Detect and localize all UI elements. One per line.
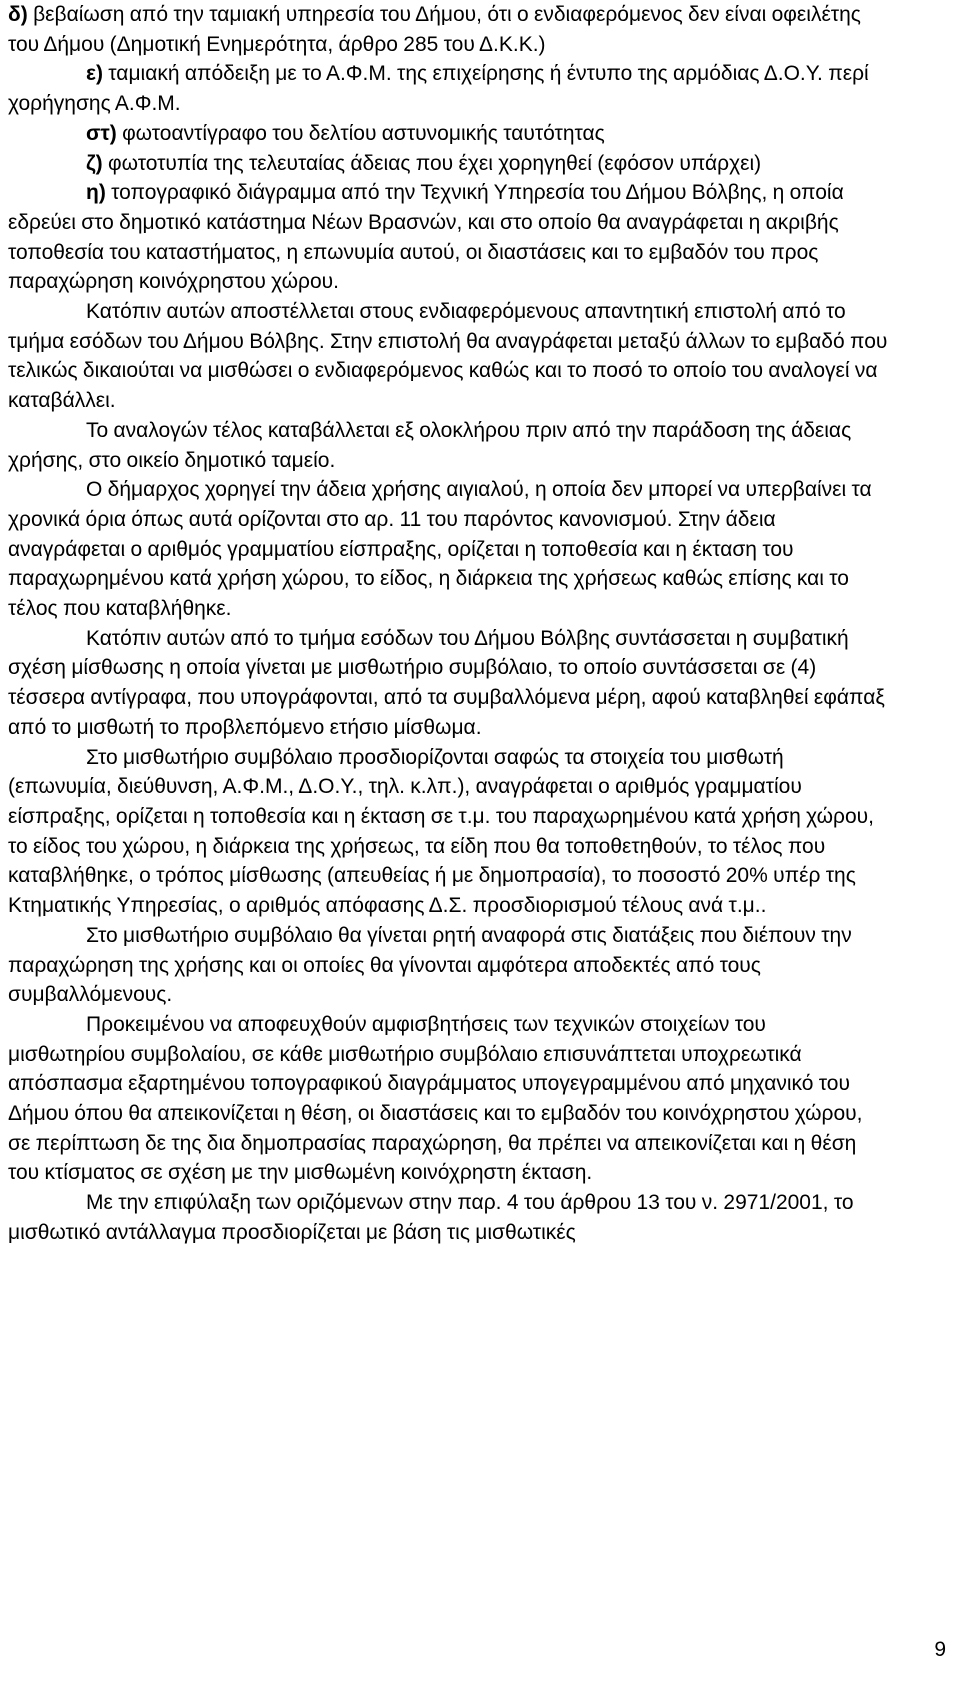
item-text: τοπογραφικό διάγραμμα από την Τεχνική Υπηρεσία του Δήμου Βόλβης, η οποία εδρεύει στο δημοτικό κατάστημα Νέων Βρασνών, και στο οποίο θα αναγράφεται η ακριβής τοποθεσία του καταστήματος, η επωνυμία αυτού, οι διαστάσεις και το εμβαδόν του προς παραχώρηση κοινόχρηστου χώρου. bbox=[8, 181, 844, 294]
paragraph: Το αναλογών τέλος καταβάλλεται εξ ολοκλήρου πριν από την παράδοση της άδειας χρήσης, στο οικείο δημοτικό ταμείο. bbox=[8, 418, 852, 472]
paragraph: Στο μισθωτήριο συμβόλαιο θα γίνεται ρητή αναφορά στις διατάξεις που διέπουν την παραχώρηση της χρήσης και οι οποίες θα γίνονται αμφότερα αποδεκτές από τους συμβαλλόμενους. bbox=[8, 923, 852, 1007]
paragraph: Με την επιφύλαξη των οριζόμενων στην παρ. 4 του άρθρου 13 του ν. 2971/2001, το μισθωτικό αντάλλαγμα προσδιορίζεται με βάση τις μισθωτικές bbox=[8, 1191, 854, 1244]
item-text: βεβαίωση από την ταμιακή υπηρεσία του Δήμου, ότι ο ενδιαφερόμενος δεν είναι οφειλέτης του Δήμου (Δημοτική Ενημερότητα, άρθρο 285 του Δ.Κ.Κ.) bbox=[8, 3, 861, 56]
paragraph: Ο δήμαρχος χορηγεί την άδεια χρήσης αιγιαλού, η οποία δεν μπορεί να υπερβαίνει τα χρονικά όρια όπως αυτά ορίζονται στο αρ. 11 του παρόντος κανονισμού. Στην άδεια αναγράφεται ο αριθμός γραμματίου είσπραξης, ορίζεται η τοποθεσία και η έκταση του παραχωρημένου κατά χρήση χώρου, το είδος, η διάρκεια της χρήσεως καθώς επίσης και το τέλος που καταβλήθηκε. bbox=[8, 478, 872, 621]
item-h bbox=[8, 178, 888, 297]
item-text: φωτοτυπία της τελευταίας άδειας που έχει χορηγηθεί (εφόσον υπάρχει) bbox=[102, 151, 762, 175]
paragraph: Προκειμένου να αποφευχθούν αμφισβητήσεις των τεχνικών στοιχείων του μισθωτηρίου συμβολαίου, σε κάθε μισθωτήριο συμβόλαιο επισυνάπτεται υποχρεωτικά απόσπασμα εξαρτημένου τοπογραφικού διαγράμματος υπογεγραμμένου από μηχανικό του Δήμου όπου θα απεικονίζεται η θέση, οι διαστάσεις και το εμβαδόν του κοινόχρηστου χώρου, σε περίπτωση δε της δια δημοπρασίας παραχώρηση, θα πρέπει να απεικονίζεται και η θέση του κτίσματος σε σχέση με την μισθωμένη κοινόχρηστη έκταση. bbox=[8, 1012, 863, 1185]
item-d bbox=[8, 0, 888, 59]
paragraph: Κατόπιν αυτών αποστέλλεται στους ενδιαφερόμενους απαντητική επιστολή από το τμήμα εσόδων του Δήμου Βόλβης. Στην επιστολή θα αναγράφεται μεταξύ άλλων το εμβαδό που τελικώς δικαιούται να μισθώσει ο ενδιαφερόμενος καθώς και το ποσό το οποίο του αναλογεί να καταβάλλει. bbox=[8, 300, 888, 413]
item-e bbox=[8, 59, 888, 118]
document-page bbox=[8, 0, 888, 1248]
item-marker: ζ) bbox=[86, 151, 103, 175]
item-marker: η) bbox=[86, 181, 106, 205]
paragraph: Κατόπιν αυτών από το τμήμα εσόδων του Δήμου Βόλβης συντάσσεται η συμβατική σχέση μίσθωσης η οποία γίνεται με μισθωτήριο συμβόλαιο, το οποίο συντάσσεται σε (4) τέσσερα αντίγραφα, που υπογράφονται, από τα συμβαλλόμενα μέρη, αφού καταβληθεί εφάπαξ από το μισθωτή το προβλεπόμενο ετήσιο μίσθωμα. bbox=[8, 626, 885, 739]
item-z bbox=[8, 149, 888, 179]
item-marker: στ) bbox=[86, 121, 117, 145]
item-st bbox=[8, 119, 888, 149]
item-text: ταμιακή απόδειξη με το Α.Φ.Μ. της επιχείρησης ή έντυπο της αρμόδιας Δ.Ο.Υ. περί χορήγησης Α.Φ.Μ. bbox=[8, 62, 869, 116]
item-text: φωτοαντίγραφο του δελτίου αστυνομικής ταυτότητας bbox=[116, 121, 605, 145]
item-marker: δ) bbox=[8, 3, 28, 26]
item-marker: ε) bbox=[86, 62, 103, 86]
page-number: 9 bbox=[934, 1638, 946, 1661]
paragraph: Στο μισθωτήριο συμβόλαιο προσδιορίζονται σαφώς τα στοιχεία του μισθωτή (επωνυμία, διεύθυνση, Α.Φ.Μ., Δ.Ο.Υ., τηλ. κ.λπ.), αναγράφεται ο αριθμός γραμματίου είσπραξης, ορίζεται η τοποθεσία και η έκταση σε τ.μ. του παραχωρημένου κατά χρήση χώρου, το είδος του χώρου, η διάρκεια της χρήσεως, τα είδη που θα τοποθετηθούν, το τέλος που καταβλήθηκε, ο τρόπος μίσθωσης (απευθείας ή με δημοπρασία), το ποσοστό 20% υπέρ της Κτηματικής Υπηρεσίας, ο αριθμός απόφασης Δ.Σ. προσδιορισμού τέλους ανά τ.μ.. bbox=[8, 745, 874, 918]
